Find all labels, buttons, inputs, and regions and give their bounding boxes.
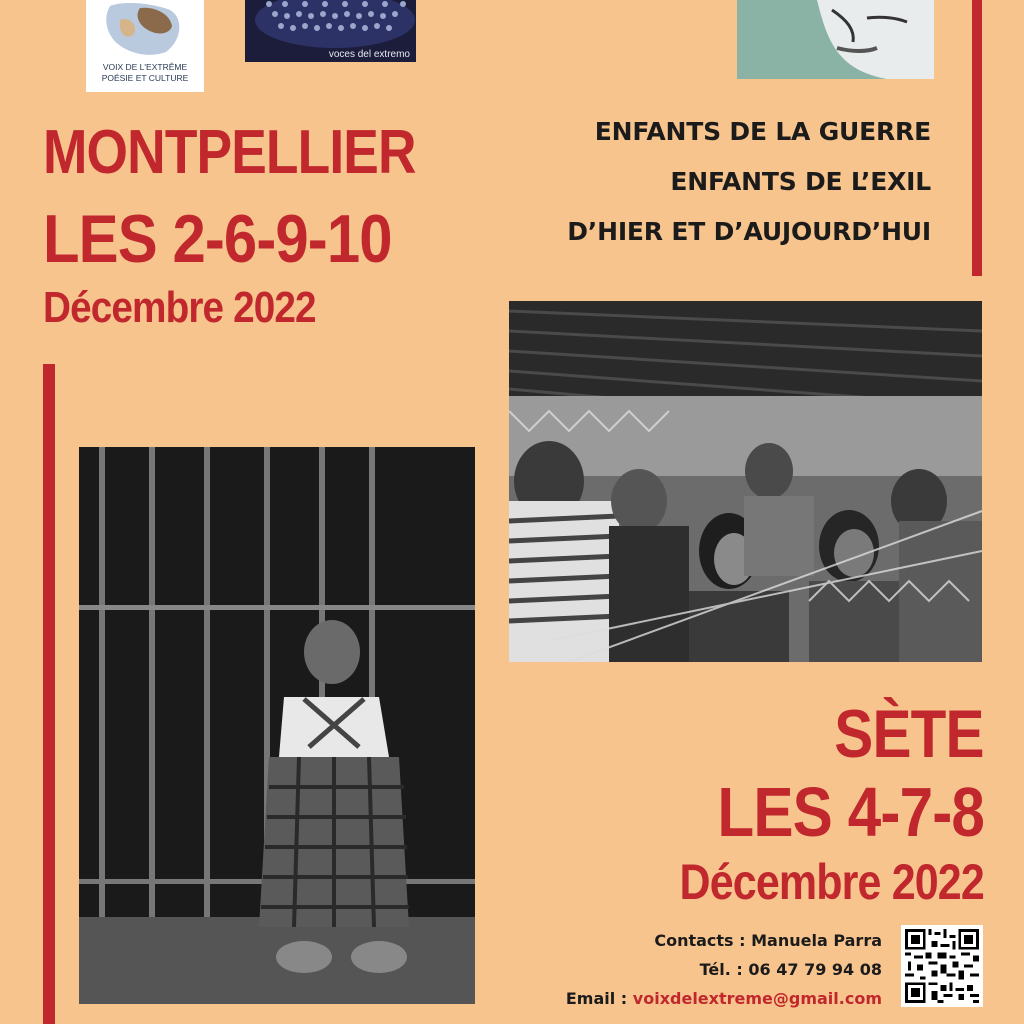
email-label: Email : <box>565 989 628 1008</box>
voces-del-extremo-logo <box>245 0 416 62</box>
logo2-caption: voces del extremo <box>328 49 410 60</box>
montpellier-city: MONTPELLIER <box>43 118 416 187</box>
logo-map-art <box>100 0 188 58</box>
sete-dates: LES 4-7-8 <box>717 773 984 851</box>
montpellier-dates: LES 2-6-9-10 <box>43 201 392 277</box>
sete-month: Décembre 2022 <box>679 854 984 910</box>
contacts-name: Manuela Parra <box>751 931 882 950</box>
portrait-illustration <box>737 0 934 79</box>
qr-code[interactable] <box>901 925 983 1007</box>
refugees-photo <box>509 301 982 662</box>
voix-de-lextreme-logo <box>86 0 204 92</box>
logo1-line1: VOIX DE L'EXTRÊME <box>102 62 188 72</box>
child-at-gate-photo <box>79 447 475 1004</box>
refugees-photo-art <box>509 301 982 662</box>
montpellier-month: Décembre 2022 <box>43 283 316 332</box>
email-line <box>566 989 882 1008</box>
tel-label: Tél. : <box>699 960 743 979</box>
logo1-line2: POÉSIE ET CULTURE <box>101 73 189 83</box>
red-bar-top-right <box>972 0 982 276</box>
red-bar-left <box>43 364 55 1024</box>
email-link[interactable]: voixdelextreme@gmail.com <box>632 989 882 1008</box>
contacts-line <box>654 931 882 950</box>
book-cover-face-image <box>737 0 934 79</box>
tel-number[interactable]: 06 47 79 94 08 <box>748 960 882 979</box>
tel-line <box>700 960 882 979</box>
contacts-label: Contacts : <box>654 931 746 950</box>
qr-code-pattern <box>905 929 979 1003</box>
theme-line-2: ENFANTS DE L’EXIL <box>670 167 931 196</box>
theme-line-1: ENFANTS DE LA GUERRE <box>594 117 931 146</box>
sete-city: SÈTE <box>834 696 984 772</box>
child-photo-art <box>79 447 475 1004</box>
theme-line-3: D’HIER ET D’AUJOURD’HUI <box>567 217 931 246</box>
